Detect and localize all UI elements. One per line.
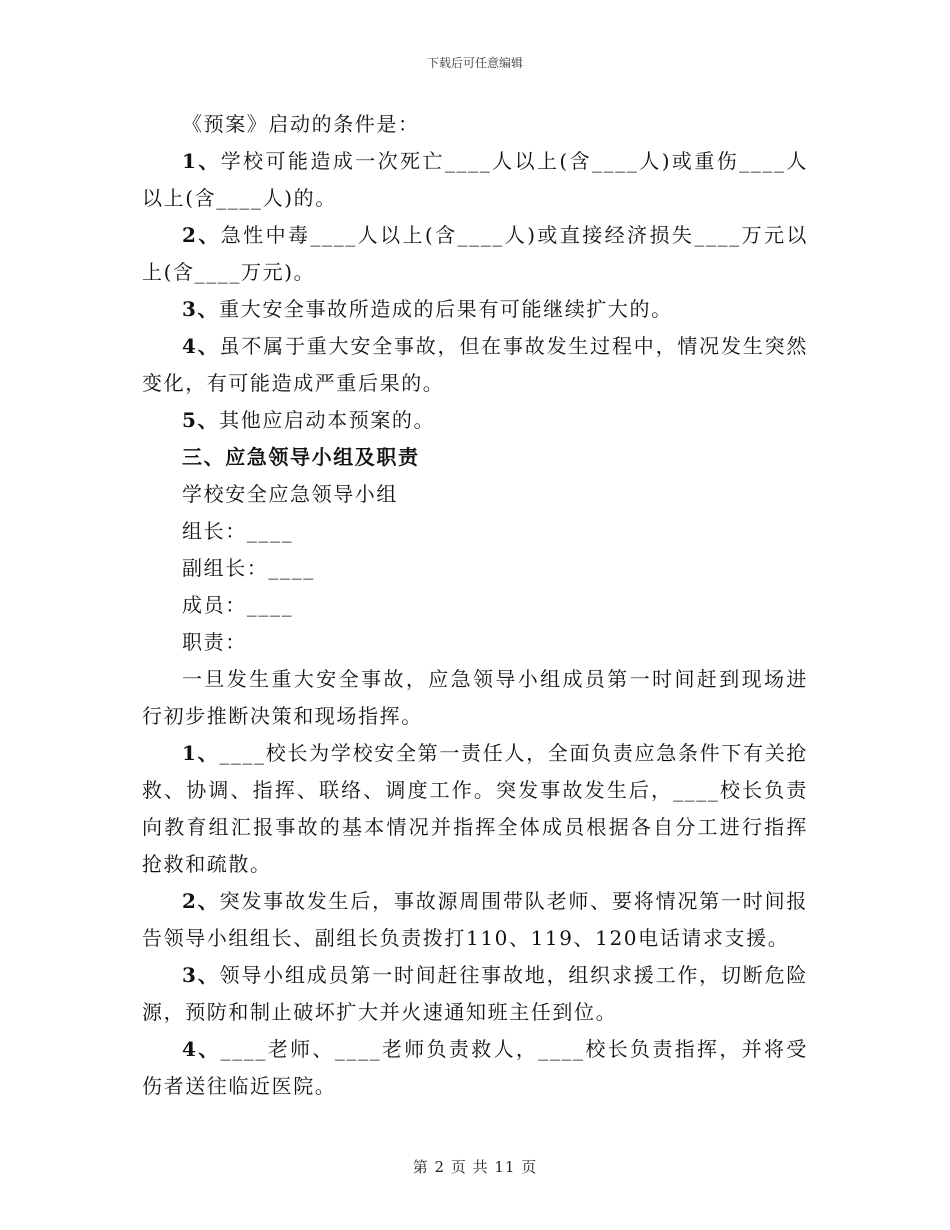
paragraph-intro: 《预案》启动的条件是：: [182, 112, 420, 136]
section-heading: 三、应急领导小组及职责: [182, 445, 420, 469]
paragraph-deputy-leader: 副组长：____: [182, 556, 315, 580]
paragraph-condition-3: 3、重大安全事故所造成的后果有可能继续扩大的。: [182, 297, 673, 321]
document-body: [142, 106, 808, 1105]
paragraph-condition-4: 4、虽不属于重大安全事故，但在事故发生过程中，情况发生突然变化，有可能造成严重后果的。: [142, 334, 808, 395]
paragraph-duty-2: 2、突发事故发生后，事故源周围带队老师、要将情况第一时间报告领导小组组长、副组长负责拨打110、119、120电话请求支援。: [142, 889, 808, 950]
paragraph-group-title: 学校安全应急领导小组: [182, 482, 398, 506]
paragraph-duty-1: 1、____校长为学校安全第一责任人，全面负责应急条件下有关抢救、协调、指挥、联络、调度工作。突发事故发生后，____校长负责向教育组汇报事故的基本情况并指挥全体成员根据各自分工进行指挥抢救和疏散。: [142, 741, 808, 876]
paragraph-condition-1: 1、学校可能造成一次死亡____人以上(含____人)或重伤____人以上(含____人)的。: [142, 149, 809, 210]
page-footer: 第 2 页 共 11 页: [412, 1158, 538, 1176]
paragraph-duties-label: 职责：: [182, 630, 247, 654]
paragraph-duty-3: 3、领导小组成员第一时间赶往事故地，组织求援工作，切断危险源，预防和制止破坏扩大并火速通知班主任到位。: [142, 963, 808, 1024]
paragraph-members: 成员：____: [182, 593, 294, 617]
paragraph-duty-4: 4、____老师、____老师负责救人，____校长负责指挥，并将受伤者送往临近医院。: [142, 1037, 808, 1098]
paragraph-leader: 组长：____: [182, 519, 294, 543]
paragraph-condition-5: 5、其他应启动本预案的。: [182, 408, 436, 432]
page-header: 下载后可任意编辑: [426, 56, 523, 70]
paragraph-duties-intro: 一旦发生重大安全事故，应急领导小组成员第一时间赶到现场进行初步推断决策和现场指挥。: [142, 667, 808, 728]
paragraph-condition-2: 2、急性中毒____人以上(含____人)或直接经济损失____万元以上(含____万元)。: [142, 223, 809, 284]
